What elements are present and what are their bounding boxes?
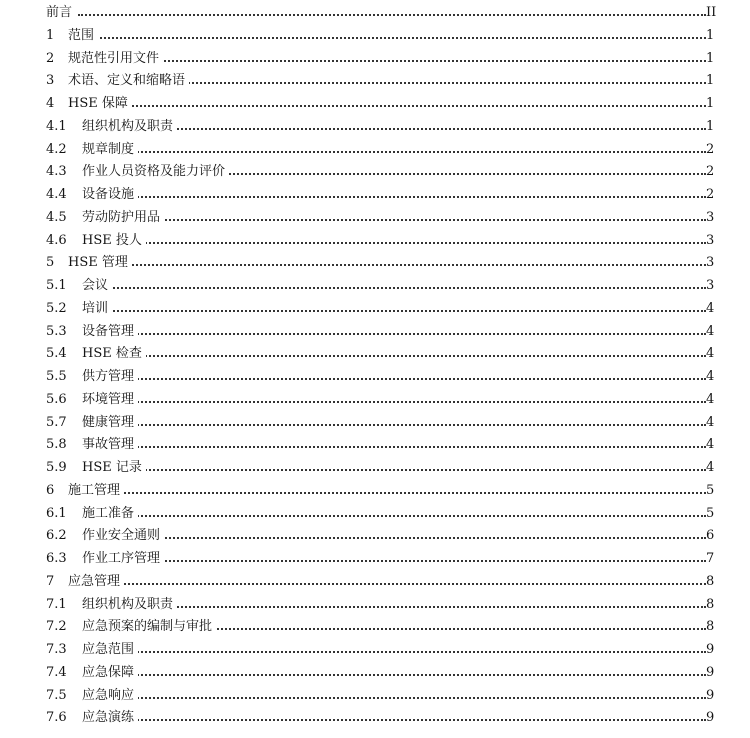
dot-leader: [68, 102, 706, 107]
toc-entry[interactable]: [0, 594, 750, 617]
toc-entry-page: 5: [704, 480, 714, 503]
toc-entry-title: 设备设施: [82, 184, 138, 207]
toc-entry-page: 4: [704, 366, 714, 389]
toc-entry-page: 3: [704, 275, 714, 298]
toc-entry[interactable]: [0, 685, 750, 708]
toc-entry-page: 9: [704, 662, 714, 685]
toc-entry[interactable]: [0, 457, 750, 480]
toc-entry-title: 规章制度: [82, 139, 138, 162]
toc-entry-number: 4: [46, 96, 55, 111]
toc-entry[interactable]: [0, 116, 750, 139]
toc-entry-number: 5.6: [46, 391, 67, 407]
toc-entry-page: 2: [704, 139, 714, 162]
dot-leader: [78, 11, 706, 16]
toc-entry-number: 5.4: [46, 346, 67, 362]
toc-entry-number: 1: [46, 27, 55, 43]
toc-entry-page: 8: [704, 594, 714, 617]
toc-entry-title: HSE 保障: [68, 93, 132, 116]
toc-entry-number: 3: [46, 73, 55, 89]
toc-entry-number: 7.3: [46, 642, 67, 657]
toc-entry-number: 4.5: [46, 209, 67, 225]
toc-entry[interactable]: [0, 184, 750, 207]
dot-leader: [82, 716, 706, 721]
dot-leader: [68, 580, 706, 585]
toc-entry-title: 前言: [46, 2, 76, 25]
toc-entry[interactable]: [0, 503, 750, 526]
toc-entry-page: 4: [704, 457, 714, 480]
toc-entry-number: 5.9: [46, 460, 67, 475]
dot-leader: [82, 671, 706, 676]
toc-entry[interactable]: [0, 275, 750, 298]
toc-entry-number: 5.7: [46, 414, 67, 430]
toc-entry-title: 施工管理: [68, 480, 124, 503]
toc-entry-title: 应急预案的编制与审批: [82, 616, 216, 639]
toc-entry[interactable]: [0, 616, 750, 639]
dot-leader: [82, 216, 706, 221]
toc-entry-title: 作业安全通则: [82, 525, 164, 548]
toc-entry[interactable]: [0, 662, 750, 685]
toc-entry-page: 4: [704, 389, 714, 412]
dot-leader: [82, 398, 706, 403]
toc-entry[interactable]: [0, 480, 750, 503]
toc-entry-title: 组织机构及职责: [82, 594, 177, 617]
toc-entry-page: 4: [704, 298, 714, 321]
toc-entry[interactable]: [0, 707, 750, 730]
toc-entry[interactable]: [0, 366, 750, 389]
toc-entry[interactable]: [0, 434, 750, 457]
toc-entry-page: 1: [704, 93, 714, 116]
toc-entry-title: 设备管理: [82, 321, 138, 344]
toc-entry[interactable]: [0, 298, 750, 321]
toc-entry-page: 1: [704, 116, 714, 139]
toc-entry-title: 应急管理: [68, 571, 124, 594]
toc-entry-page: 8: [704, 616, 714, 639]
toc-entry[interactable]: [0, 525, 750, 548]
dot-leader: [82, 148, 706, 153]
toc-entry-title: 应急保障: [82, 662, 138, 685]
toc-entry[interactable]: [0, 161, 750, 184]
toc-entry-number: 7: [46, 573, 55, 589]
dot-leader: [82, 648, 706, 653]
toc-entry-number: 5.1: [46, 278, 67, 293]
toc-entry-number: 5.2: [46, 300, 67, 316]
dot-leader: [68, 34, 706, 39]
toc-entry-number: 4.3: [46, 164, 67, 180]
toc-entry-title: HSE 投人: [82, 230, 146, 253]
toc-entry-page: 9: [704, 685, 714, 708]
toc-entry[interactable]: [0, 252, 750, 275]
toc-entry[interactable]: [0, 343, 750, 366]
toc-entry[interactable]: [0, 548, 750, 571]
dot-leader: [82, 534, 706, 539]
toc-entry-page: II: [704, 2, 714, 25]
toc-entry[interactable]: [0, 93, 750, 116]
toc-entry-title: 健康管理: [82, 412, 138, 435]
toc-entry-number: 5: [46, 255, 55, 271]
toc-entry-number: 6.2: [46, 528, 67, 544]
toc-entry-number: 7.2: [46, 619, 67, 635]
toc-entry-number: 7.1: [46, 596, 67, 612]
toc-entry-page: 5: [704, 503, 714, 526]
toc-entry-title: HSE 记录: [82, 457, 146, 480]
toc-entry-number: 6: [46, 482, 55, 498]
toc-entry[interactable]: [0, 70, 750, 93]
toc-entry-title: 作业人员资格及能力评价: [82, 161, 229, 184]
toc-entry[interactable]: [0, 639, 750, 662]
dot-leader: [82, 421, 706, 426]
dot-leader: [82, 375, 706, 380]
toc-entry-page: 3: [704, 230, 714, 253]
toc-entry-page: 4: [704, 434, 714, 457]
toc-entry-page: 3: [704, 252, 714, 275]
toc-entry-page: 1: [704, 25, 714, 48]
toc-entry-page: 7: [704, 548, 714, 571]
dot-leader: [82, 557, 706, 562]
toc-entry-page: 3: [704, 207, 714, 230]
toc-entry-number: 5.3: [46, 323, 67, 339]
toc-entry-number: 7.5: [46, 687, 67, 703]
toc-entry[interactable]: [0, 25, 750, 48]
toc-entry-page: 9: [704, 639, 714, 662]
dot-leader: [82, 307, 706, 312]
toc-entry-page: 4: [704, 321, 714, 344]
toc-entry-number: 7.4: [46, 664, 67, 680]
toc-entry-page: 2: [704, 184, 714, 207]
toc-entry-number: 4.6: [46, 232, 67, 248]
toc-entry-page: 1: [704, 48, 714, 71]
toc-entry-title: 环境管理: [82, 389, 138, 412]
toc-entry-number: 6.1: [46, 505, 67, 521]
toc-entry-page: 1: [704, 70, 714, 93]
toc-entry-title: 培训: [82, 298, 112, 321]
toc-entry-title: 会议: [82, 275, 112, 298]
toc-entry-number: 7.6: [46, 710, 67, 726]
toc-entry-title: 组织机构及职责: [82, 116, 177, 139]
toc-entry-title: 应急演练: [82, 707, 138, 730]
dot-leader: [68, 489, 706, 494]
dot-leader: [82, 512, 706, 517]
toc-entry-page: 6: [704, 525, 714, 548]
toc-entry[interactable]: [0, 230, 750, 253]
toc-entry-number: 5.8: [46, 437, 67, 453]
dot-leader: [82, 330, 706, 335]
toc-entry-page: 8: [704, 571, 714, 594]
toc-entry-page: 4: [704, 343, 714, 366]
toc-entry-title: HSE 管理: [68, 252, 132, 275]
dot-leader: [82, 352, 706, 357]
toc-entry-number: 4.2: [46, 141, 67, 157]
toc-entry-title: 应急响应: [82, 685, 138, 708]
toc-entry-title: 规范性引用文件: [68, 48, 163, 71]
toc-entry-title: 供方管理: [82, 366, 138, 389]
toc-entry-title: 事故管理: [82, 434, 138, 457]
toc-entry-title: 术语、定义和缩略语: [68, 70, 189, 93]
toc-entry[interactable]: [0, 48, 750, 71]
dot-leader: [68, 57, 706, 62]
dot-leader: [82, 466, 706, 471]
dot-leader: [68, 261, 706, 266]
toc-entry-title: 作业工序管理: [82, 548, 164, 571]
toc-entry-title: 范围: [68, 25, 98, 48]
toc-entry-page: 4: [704, 412, 714, 435]
toc-entry[interactable]: [0, 207, 750, 230]
toc-entry-title: HSE 检查: [82, 343, 146, 366]
dot-leader: [82, 694, 706, 699]
dot-leader: [82, 443, 706, 448]
toc-entry[interactable]: [0, 139, 750, 162]
table-of-contents: [0, 2, 750, 730]
toc-entry-number: 2: [46, 50, 55, 66]
toc-entry-number: 4.1: [46, 118, 67, 134]
toc-entry-title: 施工准备: [82, 503, 138, 526]
toc-entry-number: 5.5: [46, 369, 67, 384]
toc-entry[interactable]: [0, 412, 750, 435]
toc-entry[interactable]: [0, 321, 750, 344]
toc-entry[interactable]: [0, 389, 750, 412]
toc-entry-foreword[interactable]: [0, 2, 750, 25]
toc-entry-page: 9: [704, 707, 714, 730]
toc-entry-page: 2: [704, 161, 714, 184]
dot-leader: [82, 193, 706, 198]
dot-leader: [82, 284, 706, 289]
toc-entry-number: 4.4: [46, 187, 67, 202]
toc-entry-number: 6.3: [46, 551, 67, 566]
toc-entry-title: 应急范围: [82, 639, 138, 662]
toc-entry-title: 劳动防护用品: [82, 207, 164, 230]
dot-leader: [82, 239, 706, 244]
toc-entry[interactable]: [0, 571, 750, 594]
